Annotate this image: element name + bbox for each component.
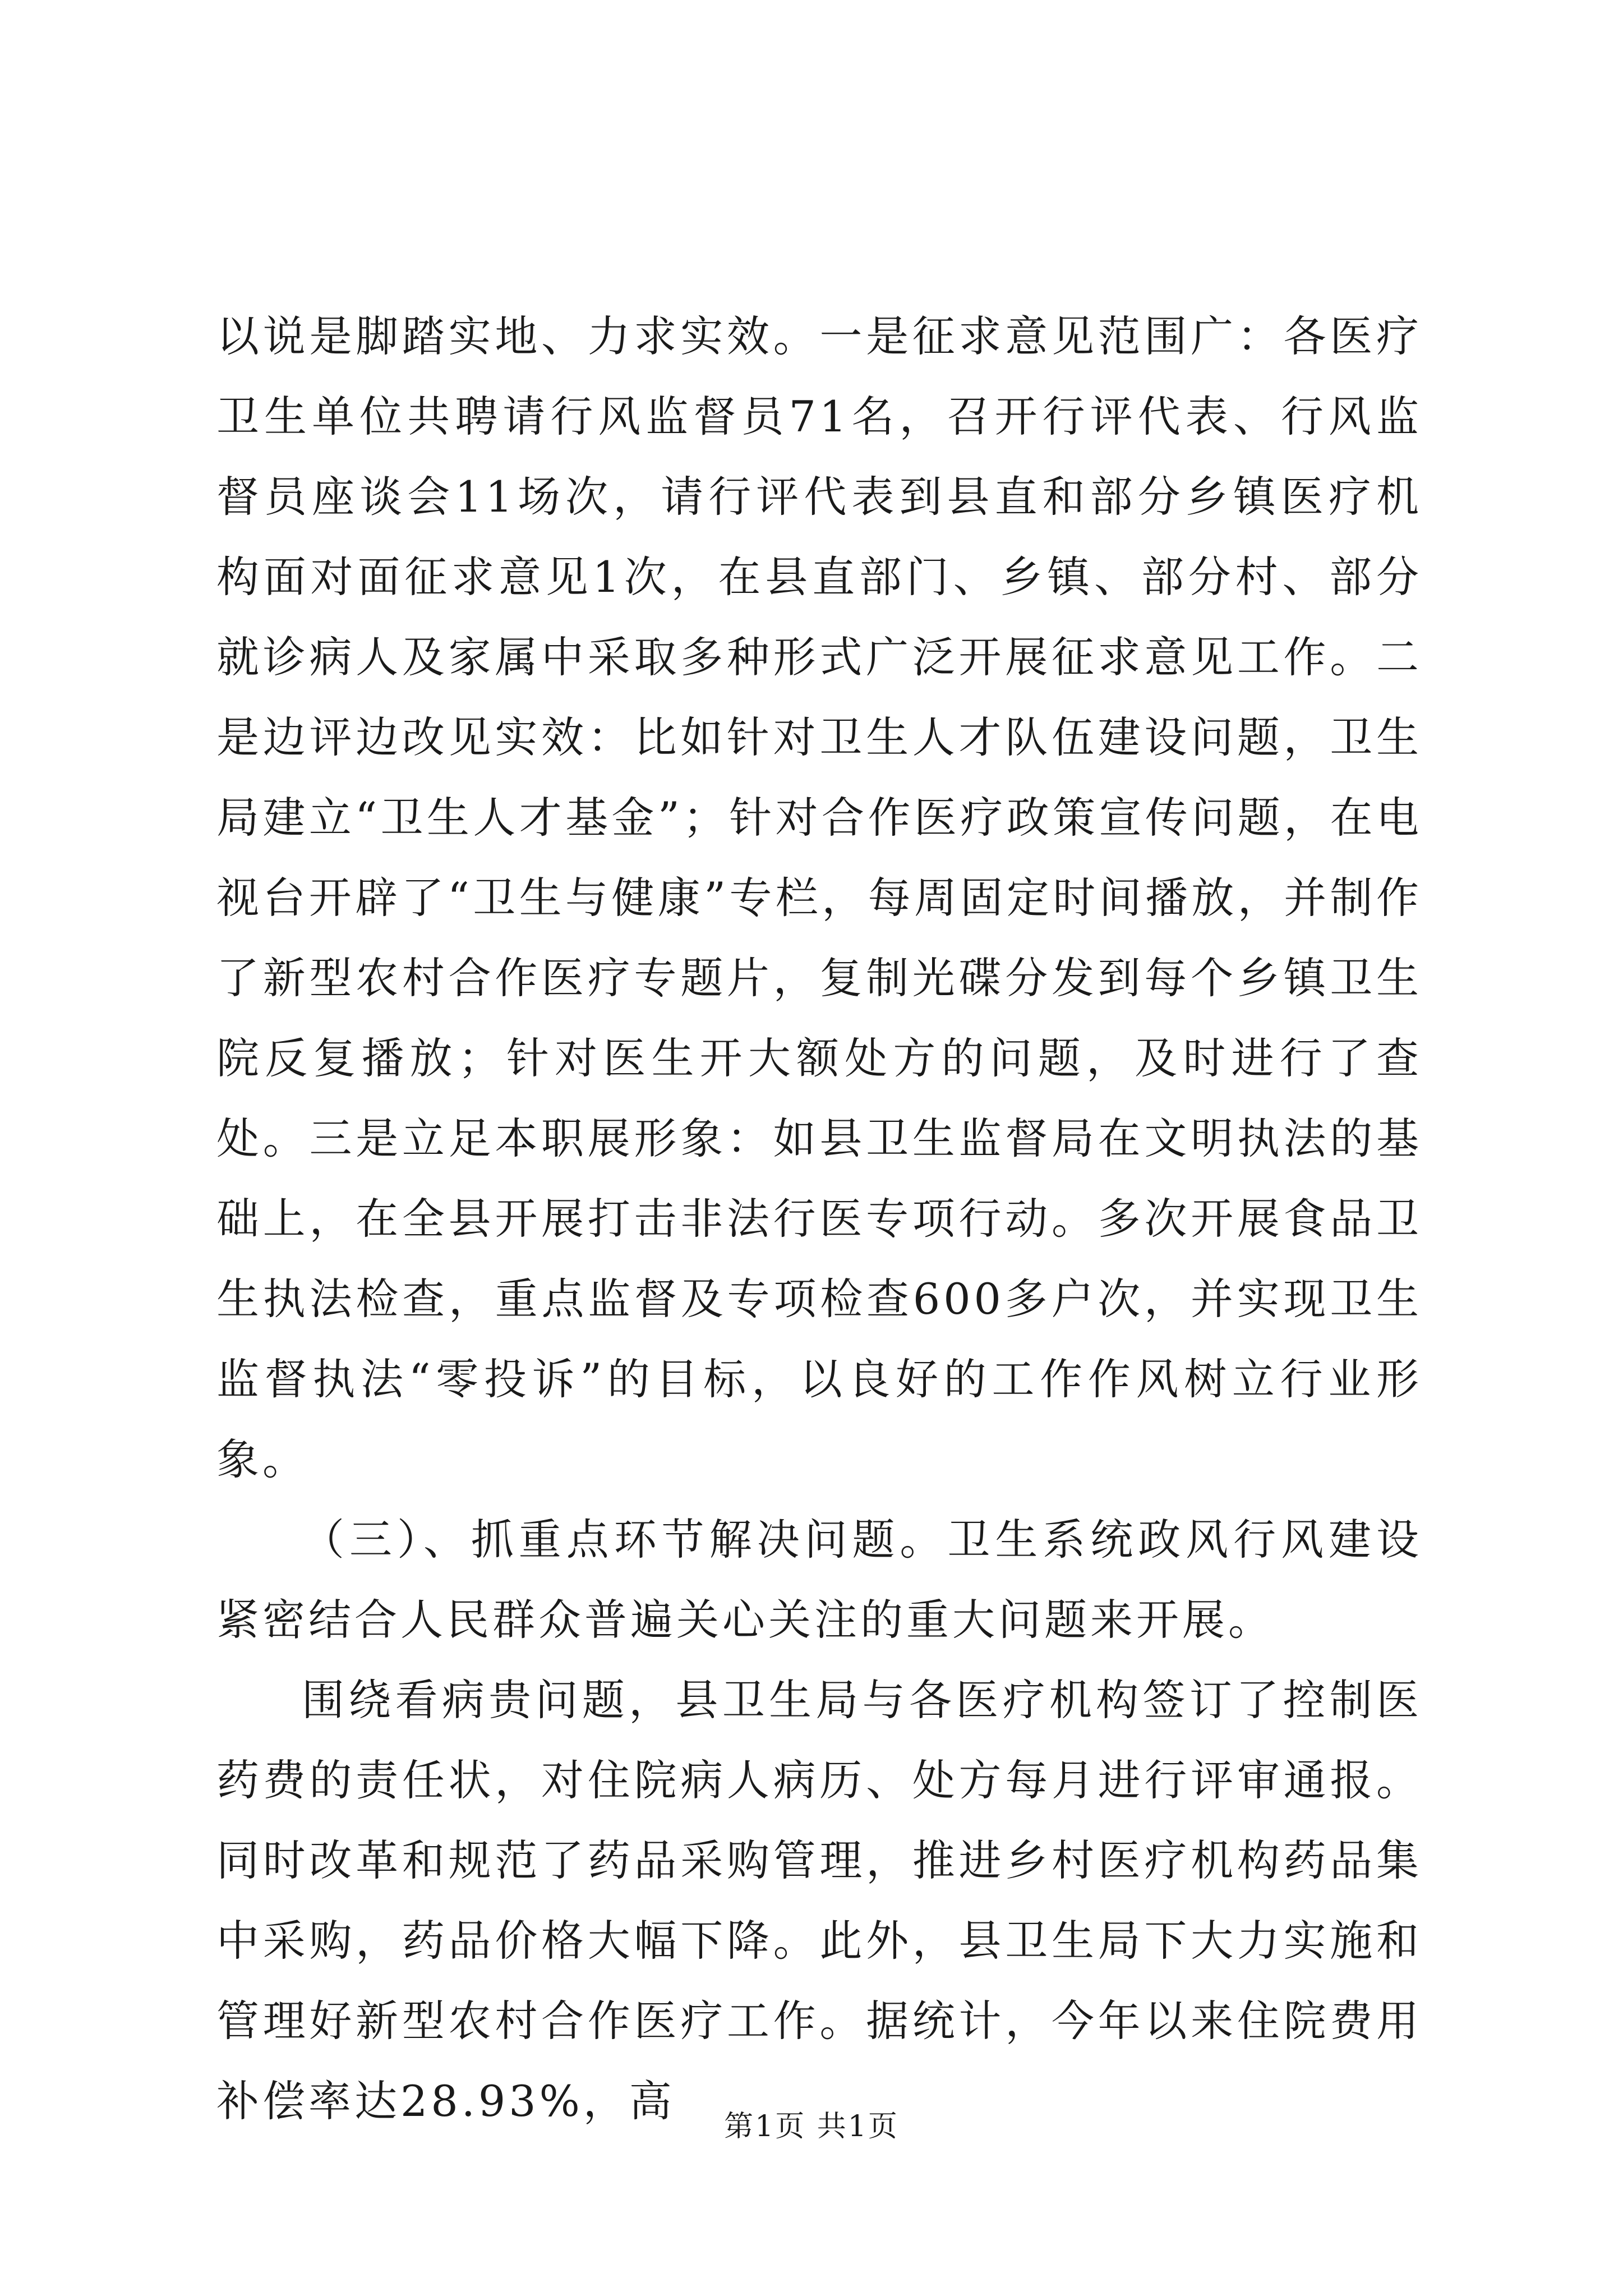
page-footer: 第1页 共1页: [724, 2110, 899, 2143]
paragraph-continued: 以说是脚踏实地、力求实效。一是征求意见范围广：各医疗卫生单位共聘请行风监督员71名，召开行评代表、行风监督员座谈会11场次，请行评代表到县直和部分乡镇医疗机构面对面征求意见1次，在县直部门、乡镇、部分村、部分就诊病人及家属中采取多种形式广泛开展征求意见工作。二是边评边改见实效：比如针对卫生人才队伍建设问题，卫生局建立“卫生人才基金”；针对合作医疗政策宣传问题，在电视台开辟了“卫生与健康”专栏，每周固定时间播放，并制作了新型农村合作医疗专题片，复制光碟分发到每个乡镇卫生院反复播放；针对医生开大额处方的问题，及时进行了查处。三是立足本职展形象：如县卫生监督局在文明执法的基础上，在全县开展打击非法行医专项行动。多次开展食品卫生执法检查，重点监督及专项检查600多户次，并实现卫生监督执法“零投诉”的目标，以良好的工作作风树立行业形象。: [216, 311, 1422, 1484]
document-body: [216, 296, 1422, 2141]
paragraph-section-three: （三）、抓重点环节解决问题。卫生系统政风行风建设紧密结合人民群众普遍关心关注的重大问题来开展。: [216, 1515, 1422, 1645]
paragraph-medical-costs: 围绕看病贵问题，县卫生局与各医疗机构签订了控制医药费的责任状，对住院病人病历、处方每月进行评审通报。同时改革和规范了药品采购管理，推进乡村医疗机构药品集中采购，药品价格大幅下降。此外，县卫生局下大力实施和管理好新型农村合作医疗工作。据统计，今年以来住院费用补偿率达28.93%，高: [216, 1675, 1422, 2126]
